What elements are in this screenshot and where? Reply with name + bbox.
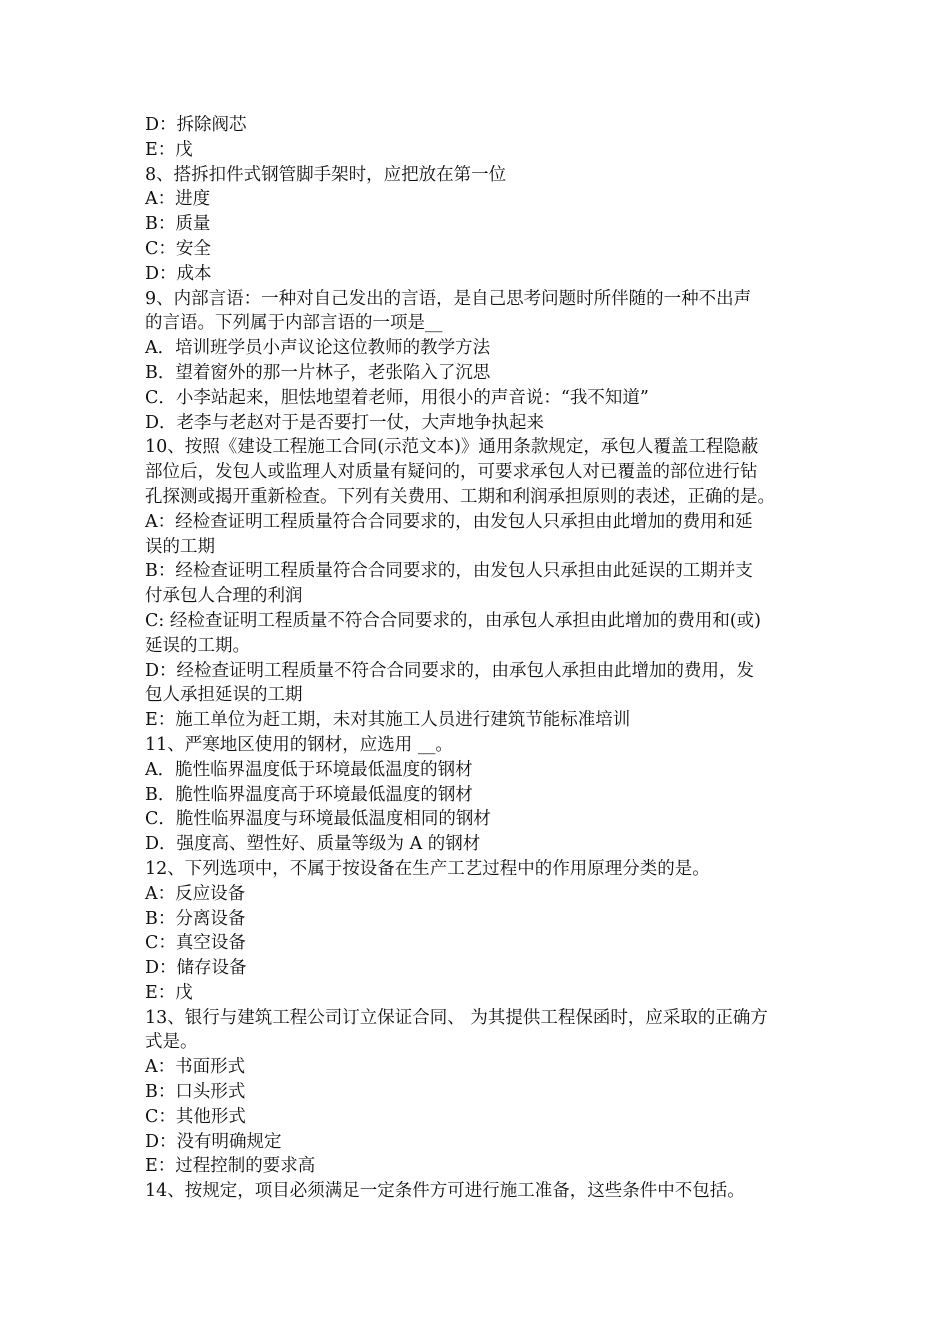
text-line: B：口头形式	[145, 1082, 246, 1103]
text-line: 式是。	[145, 1032, 198, 1053]
text-line: 9、内部言语：一种对自己发出的言语，是自己思考问题时所伴随的一种不出声	[145, 288, 752, 309]
text-line: D：拆除阀芯	[145, 115, 247, 135]
text-line: A．培训班学员小声议论这位教师的教学方法	[145, 338, 491, 359]
text-line: 部位后，发包人或监理人对质量有疑问的，可要求承包人对已覆盖的部位进行钻	[145, 462, 758, 483]
text-line: 误的工期	[145, 536, 215, 557]
text-line: A：反应设备	[145, 883, 246, 904]
text-line: B：质量	[145, 214, 211, 235]
text-line: 11、严寒地区使用的钢材，应选用 __。	[145, 734, 453, 755]
text-line: 14、按规定，项目必须满足一定条件方可进行施工准备，这些条件中不包括。	[145, 1181, 745, 1202]
text-line: E：过程控制的要求高	[145, 1156, 316, 1177]
text-line: D．老李与老赵对于是否要打一仗，大声地争执起来	[145, 412, 545, 433]
text-line: D：没有明确规定	[145, 1131, 282, 1152]
text-line: B：分离设备	[145, 908, 246, 929]
text-line: C：真空设备	[145, 933, 246, 954]
text-line: B．脆性临界温度高于环境最低温度的钢材	[145, 784, 473, 805]
text-line: D．强度高、塑性好、质量等级为 A 的钢材	[145, 834, 481, 855]
text-line: A：书面形式	[145, 1057, 246, 1078]
text-line: 延误的工期。	[145, 635, 250, 656]
text-line: D：成本	[145, 263, 212, 284]
text-line: C：安全	[145, 238, 211, 259]
text-line: 付承包人合理的利润	[145, 586, 303, 607]
text-line: A：进度	[145, 189, 211, 210]
text-line: 10、按照《建设工程施工合同(示范文本)》通用条款规定，承包人覆盖工程隐蔽	[145, 437, 759, 458]
text-line: B：经检查证明工程质量符合合同要求的，由发包人只承担由此延误的工期并支	[145, 561, 753, 582]
text-line: E：施工单位为赶工期，未对其施工人员进行建筑节能标准培训	[145, 710, 631, 731]
document-body	[145, 113, 815, 1204]
text-line: E：戊	[145, 139, 193, 160]
text-line: D：经检查证明工程质量不符合合同要求的，由承包人承担由此增加的费用，发	[145, 660, 755, 681]
text-line: C：其他形式	[145, 1106, 246, 1127]
text-line: 12、下列选项中，不属于按设备在生产工艺过程中的作用原理分类的是。	[145, 858, 710, 879]
text-line: 8、搭拆扣件式钢管脚手架时，应把放在第一位	[145, 164, 507, 185]
text-line: C．小李站起来，胆怯地望着老师，用很小的声音说：“我不知道”	[145, 387, 649, 408]
text-line: 孔探测或揭开重新检查。下列有关费用、工期和利润承担原则的表述，正确的是。	[145, 486, 775, 507]
text-line: B．望着窗外的那一片林子，老张陷入了沉思	[145, 362, 491, 383]
text-line: C: 经检查证明工程质量不符合合同要求的，由承包人承担由此增加的费用和(或)	[145, 610, 762, 631]
text-line: 的言语。下列属于内部言语的一项是__	[145, 313, 443, 334]
text-line: E：戊	[145, 982, 193, 1003]
text-line: D：储存设备	[145, 958, 247, 979]
text-line: 13、银行与建筑工程公司订立保证合同、 为其提供工程保函时，应采取的正确方	[145, 1007, 768, 1028]
text-line: 包人承担延误的工期	[145, 685, 303, 706]
text-line: A．脆性临界温度低于环境最低温度的钢材	[145, 759, 473, 780]
text-line: C．脆性临界温度与环境最低温度相同的钢材	[145, 809, 491, 830]
text-line: A：经检查证明工程质量符合合同要求的，由发包人只承担由此增加的费用和延	[145, 511, 753, 532]
